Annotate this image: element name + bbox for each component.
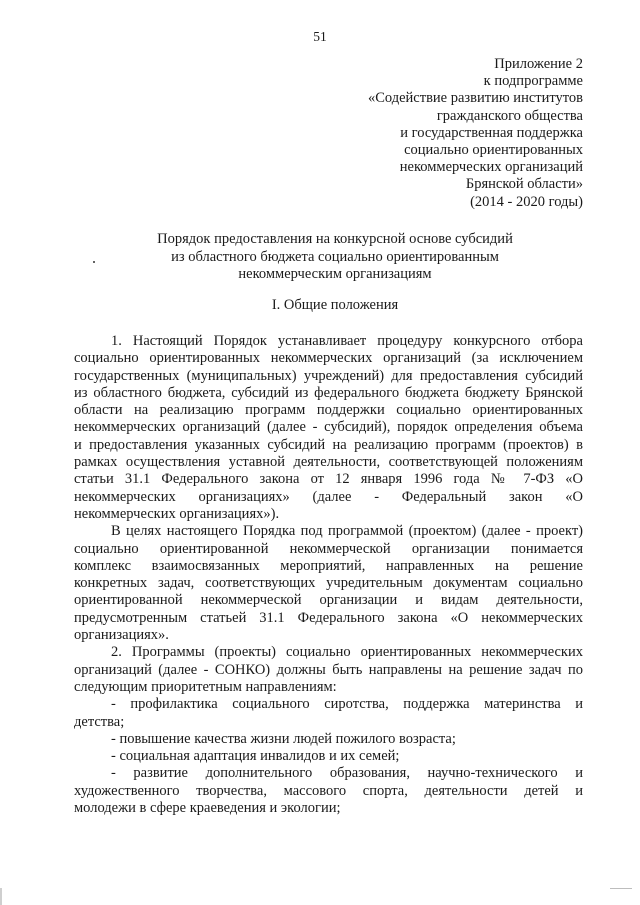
body-line: конкретных задач, соответствующих учредительным документам социально	[74, 575, 583, 592]
body-line: - развитие дополнительного образования, научно-технического и	[111, 765, 583, 782]
body-line: социально ориентированных некоммерческих организаций (за исключением	[74, 350, 583, 367]
section-heading: I. Общие положения	[271, 297, 399, 313]
body-line: организаций (далее - СОНКО) должны быть направлены на решение задач по	[74, 661, 583, 678]
title-line: некоммерческим организациям	[238, 266, 432, 283]
title-line: из областного бюджета социально ориентированным	[171, 248, 499, 265]
body-line: некоммерческих организациях» (далее - Федеральный закон «О	[74, 488, 583, 505]
appendix-line: некоммерческих организаций	[399, 159, 583, 176]
body-line: некоммерческих организаций (далее - субсидий), порядок определения объема	[74, 419, 583, 436]
scan-edge-mark	[0, 888, 2, 905]
appendix-line: (2014 - 2020 годы)	[470, 193, 583, 210]
body-line: комплекс взаимосвязанных мероприятий, направленных на решение	[74, 557, 583, 574]
body-line: - профилактика социального сиротства, поддержка материнства и	[111, 696, 583, 713]
title-line: Порядок предоставления на конкурсной основе субсидий	[157, 231, 513, 247]
scan-edge-mark	[610, 888, 632, 889]
appendix-line: гражданского общества	[436, 107, 583, 124]
body-line: из областного бюджета, субсидий из федерального бюджета бюджету Брянской	[74, 384, 583, 401]
body-line: социально ориентированной некоммерческой организации понимается	[74, 540, 583, 557]
body-line: следующим приоритетным направлениям:	[74, 678, 337, 695]
body-line: художественного творчества, массового спорта, деятельности детей и	[74, 782, 583, 799]
body-line: - повышение качества жизни людей пожилого возраста;	[111, 730, 456, 747]
body-line: статьи 31.1 Федерального закона от 12 января 1996 года № 7-ФЗ «О	[74, 471, 583, 488]
appendix-line: и государственная поддержка	[400, 124, 583, 141]
appendix-line: социально ориентированных	[404, 142, 583, 159]
appendix-line: Приложение 2	[494, 56, 583, 72]
body-line: детства;	[74, 713, 125, 730]
body-line: 2. Программы (проекты) социально ориентированных некоммерческих	[111, 644, 583, 661]
body-line: государственных (муниципальных) учреждений) для предоставления субсидий	[74, 367, 583, 384]
appendix-header	[283, 56, 583, 211]
body-text	[74, 333, 583, 817]
body-line: В целях настоящего Порядка под программой (проектом) (далее - проект)	[111, 523, 583, 540]
page-number: 51	[313, 29, 327, 44]
body-line: предусмотренным статьей 31.1 Федерального закона «О некоммерческих	[74, 609, 583, 626]
appendix-line: «Содействие развитию институтов	[367, 90, 583, 107]
body-line: области на реализацию программ поддержки социально ориентированных	[74, 402, 583, 419]
body-line: и предоставления указанных субсидий на реализацию программ (проектов) в	[74, 436, 583, 453]
appendix-line: к подпрограмме	[483, 73, 583, 90]
body-line: рамках осуществления уставной деятельности, соответствующей положениям	[74, 454, 583, 471]
body-line: некоммерческих организациях»).	[74, 505, 280, 522]
body-line: молодежи в сфере краеведения и экологии;	[74, 800, 341, 817]
body-line: организациях».	[74, 627, 169, 644]
body-line: 1. Настоящий Порядок устанавливает процедуру конкурсного отбора	[111, 333, 583, 349]
body-line: ориентированной некоммерческой организации и видам деятельности,	[74, 592, 583, 609]
appendix-line: Брянской области»	[465, 176, 583, 193]
document-title	[80, 231, 590, 284]
body-line: - социальная адаптация инвалидов и их семей;	[111, 748, 400, 765]
